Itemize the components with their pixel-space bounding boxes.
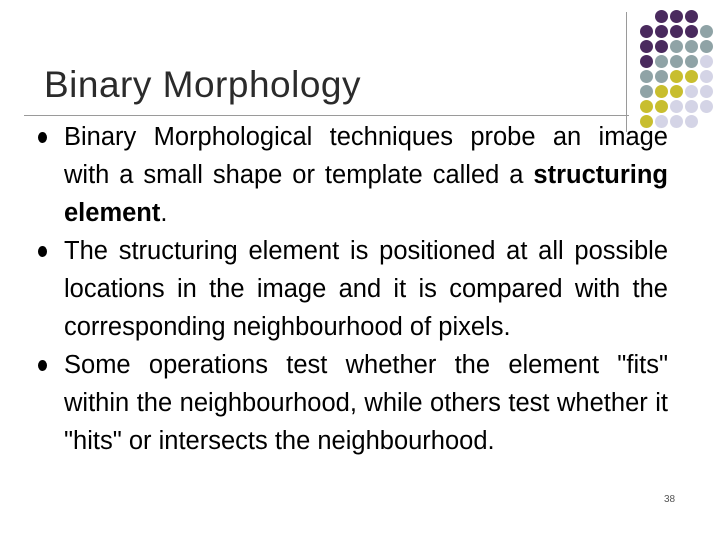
decorative-dot xyxy=(655,10,668,23)
decorative-dot xyxy=(640,100,653,113)
bullet-emphasis: structuring element xyxy=(64,161,668,227)
bullet-marker xyxy=(38,132,47,143)
vertical-divider xyxy=(626,12,627,132)
decorative-dot xyxy=(685,55,698,68)
decorative-dot xyxy=(655,100,668,113)
bullet-marker xyxy=(38,360,47,371)
bullet-item xyxy=(38,232,668,346)
bullet-item xyxy=(38,346,668,460)
title-divider xyxy=(24,115,629,116)
decorative-dot xyxy=(700,55,713,68)
bullet-marker xyxy=(38,246,47,257)
decorative-dot xyxy=(655,40,668,53)
bullet-list xyxy=(38,118,668,460)
decorative-dot xyxy=(670,85,683,98)
decorative-dot-grid xyxy=(640,10,713,128)
decorative-dot xyxy=(700,40,713,53)
decorative-dot xyxy=(685,115,698,128)
decorative-dot xyxy=(670,55,683,68)
decorative-dot xyxy=(685,100,698,113)
decorative-dot xyxy=(670,25,683,38)
decorative-dot xyxy=(700,85,713,98)
decorative-dot xyxy=(670,115,683,128)
decorative-dot xyxy=(700,115,713,128)
decorative-dot xyxy=(640,40,653,53)
decorative-dot xyxy=(655,25,668,38)
decorative-dot xyxy=(685,10,698,23)
decorative-dot xyxy=(670,70,683,83)
decorative-dot xyxy=(700,70,713,83)
decorative-dot xyxy=(685,25,698,38)
decorative-dot xyxy=(655,70,668,83)
decorative-dot xyxy=(640,70,653,83)
bullet-text: Some operations test whether the element "fits" within the neighbourhood, while others test whether it "hits" or intersects the neighbourhood. xyxy=(64,351,668,455)
decorative-dot xyxy=(655,85,668,98)
decorative-dot xyxy=(700,25,713,38)
bullet-item xyxy=(38,118,668,232)
decorative-dot xyxy=(640,25,653,38)
decorative-dot xyxy=(640,10,653,23)
bullet-text: The structuring element is positioned at all possible locations in the image and it is compared with the corresponding neighbourhood of pixels. xyxy=(64,237,668,341)
bullet-text: . xyxy=(160,199,168,227)
bullet-text: Binary Morphological techniques probe an image with a small shape or template called a xyxy=(64,123,668,189)
decorative-dot xyxy=(685,40,698,53)
decorative-dot xyxy=(700,100,713,113)
decorative-dot xyxy=(700,10,713,23)
decorative-dot xyxy=(655,55,668,68)
decorative-dot xyxy=(670,40,683,53)
decorative-dot xyxy=(685,85,698,98)
decorative-dot xyxy=(670,100,683,113)
decorative-dot xyxy=(685,70,698,83)
page-number: 38 xyxy=(664,494,676,505)
decorative-dot xyxy=(640,55,653,68)
decorative-dot xyxy=(640,85,653,98)
decorative-dot xyxy=(670,10,683,23)
slide-title: Binary Morphology xyxy=(44,64,361,105)
